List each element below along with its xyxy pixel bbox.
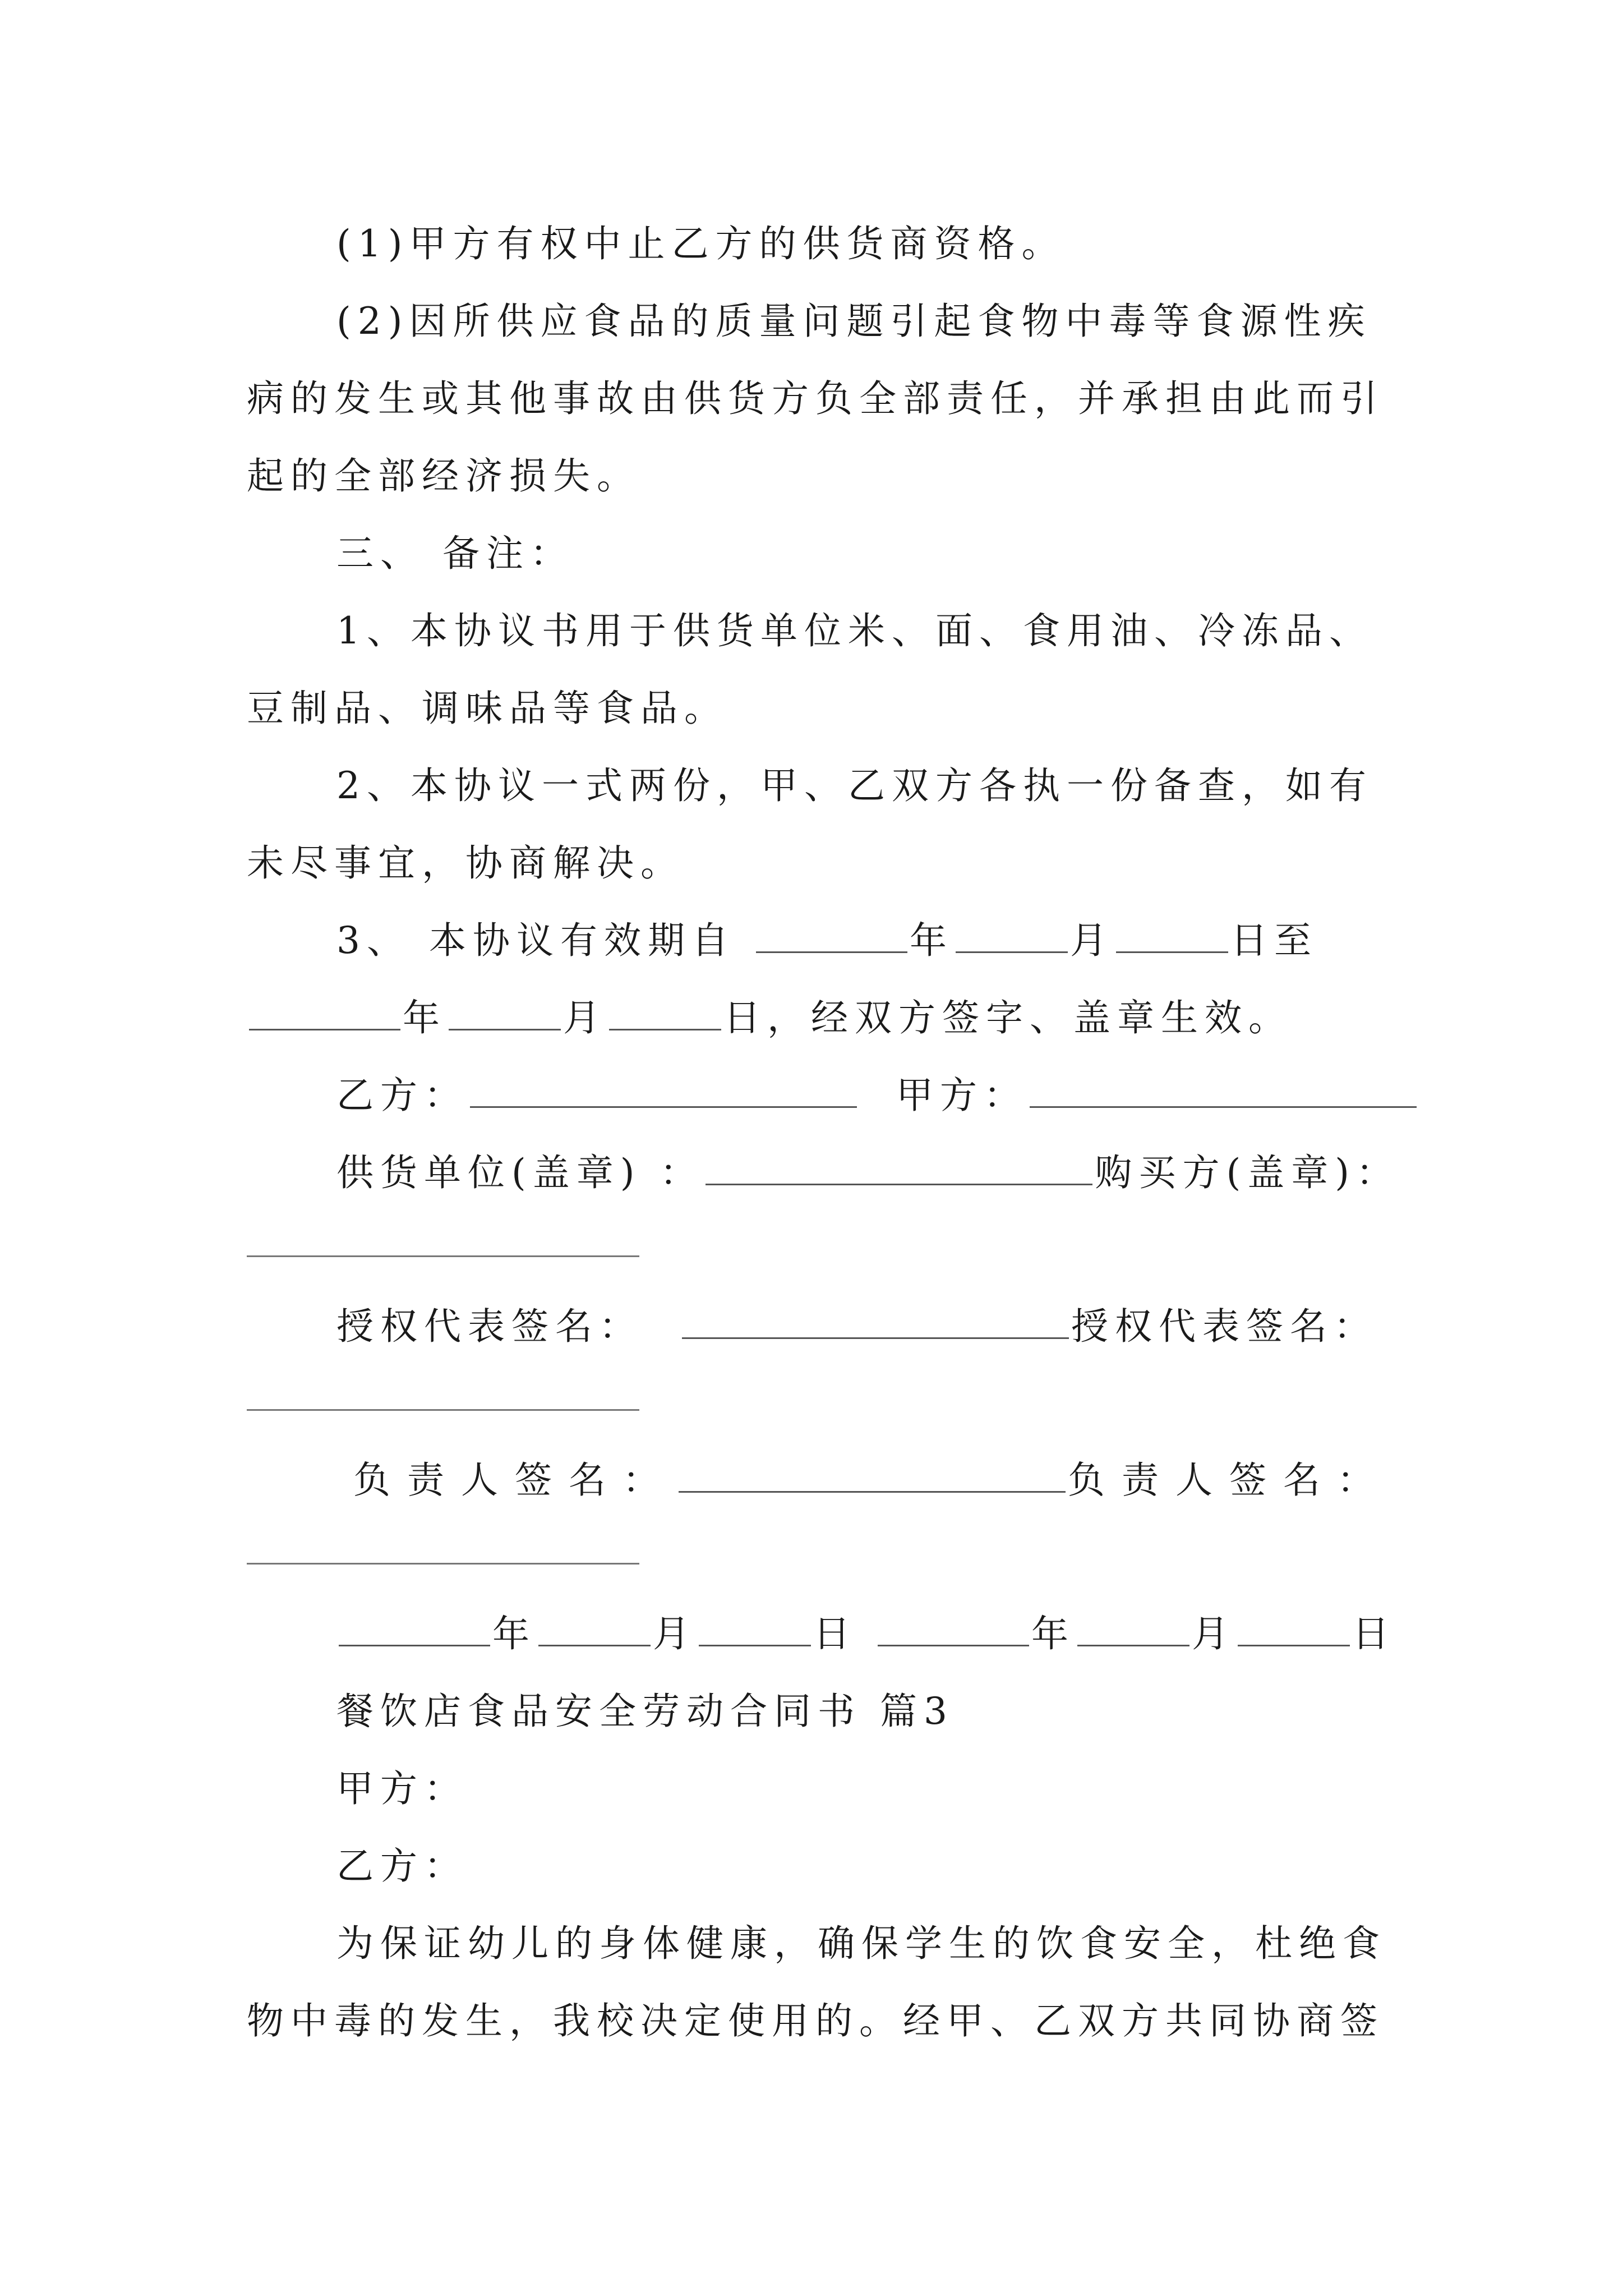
month-label: 月 (563, 996, 607, 1039)
date-year-blank-2[interactable] (878, 1608, 1029, 1646)
supplier-seal-blank[interactable] (706, 1147, 1092, 1185)
auth-rep-blank-1[interactable] (682, 1300, 1069, 1339)
buyer-seal-label: 购买方(盖章)： (1095, 1151, 1400, 1194)
year-label: 年 (909, 919, 953, 962)
year-label: 年 (403, 996, 446, 1039)
blank-end-year[interactable] (249, 992, 400, 1030)
remark-2: 2、本协议一式两份，甲、乙双方各执一份备查，如有 (336, 764, 1373, 807)
party-b-blank[interactable] (470, 1069, 857, 1108)
responsible-blank-1[interactable] (679, 1454, 1066, 1493)
responsible-label-2: 负责人签名： (1068, 1458, 1391, 1502)
remark-1-cont: 豆制品、调味品等食品。 (247, 687, 728, 730)
auth-rep-blank-2[interactable] (247, 1409, 639, 1411)
date-year-label-1: 年 (492, 1612, 536, 1655)
clause-1: (1)甲方有权中止乙方的供货商资格。 (336, 222, 1066, 265)
party-a-label: 甲方： (896, 1074, 1027, 1117)
section-3-party-b: 乙方： (336, 1844, 468, 1888)
remark-3-cont (247, 987, 1391, 1049)
date-row (336, 1603, 1396, 1665)
remark-3 (336, 910, 1391, 972)
section-3-party-a: 甲方： (336, 1767, 468, 1810)
date-month-blank-1[interactable] (538, 1608, 651, 1646)
auth-rep-label-2: 授权代表签名： (1071, 1305, 1377, 1348)
seal-row (336, 1142, 1400, 1204)
blank-start-month[interactable] (956, 914, 1068, 953)
date-year-blank-1[interactable] (339, 1608, 490, 1646)
date-day-blank-2[interactable] (1238, 1608, 1350, 1646)
section-3-title: 餐饮店食品安全劳动合同书 篇3 (336, 1690, 954, 1733)
responsible-row (353, 1450, 1408, 1511)
clause-2: (2)因所供应食品的质量问题引起食物中毒等食源性疾 (336, 300, 1372, 343)
date-day-label-2: 日 (1352, 1612, 1396, 1655)
responsible-label-1: 负责人签名： (353, 1458, 676, 1502)
blank-start-day[interactable] (1116, 914, 1228, 953)
remarks-heading: 三、 备注： (336, 532, 574, 575)
blank-start-year[interactable] (756, 914, 907, 953)
date-month-label-1: 月 (653, 1612, 697, 1655)
day-to-label: 日至 (1230, 919, 1318, 962)
day-suffix-label: 日，经双方签字、盖章生效。 (723, 996, 1292, 1039)
section-3-paragraph-1: 为保证幼儿的身体健康，确保学生的饮食安全，杜绝食 (336, 1922, 1386, 1965)
buyer-seal-blank[interactable] (247, 1255, 639, 1257)
remark-2-cont: 未尽事宜，协商解决。 (247, 841, 684, 885)
blank-end-month[interactable] (449, 992, 561, 1030)
date-month-blank-2[interactable] (1077, 1608, 1189, 1646)
blank-end-day[interactable] (609, 992, 721, 1030)
section-3-paragraph-2: 物中毒的发生，我校决定使用的。经甲、乙双方共同协商签 (247, 1999, 1384, 2042)
date-year-label-2: 年 (1031, 1612, 1075, 1655)
date-day-label-1: 日 (813, 1612, 857, 1655)
clause-2-cont-2: 起的全部经济损失。 (247, 454, 640, 498)
party-b-label: 乙方： (336, 1074, 468, 1117)
responsible-blank-2[interactable] (247, 1563, 639, 1565)
validity-prefix: 3、 本协议有效期自 (336, 919, 735, 962)
party-a-blank[interactable] (1030, 1069, 1417, 1108)
auth-rep-label-1: 授权代表签名： (336, 1305, 643, 1348)
date-month-label-2: 月 (1191, 1612, 1235, 1655)
date-day-blank-1[interactable] (699, 1608, 811, 1646)
supplier-seal-label: 供货单位(盖章) ： (336, 1151, 704, 1194)
party-row (336, 1065, 1391, 1126)
month-label: 月 (1069, 919, 1114, 962)
remark-1: 1、本协议书用于供货单位米、面、食用油、冷冻品、 (336, 609, 1373, 652)
clause-2-cont-1: 病的发生或其他事故由供货方负全部责任，并承担由此而引 (247, 377, 1384, 420)
auth-rep-row (336, 1296, 1391, 1358)
